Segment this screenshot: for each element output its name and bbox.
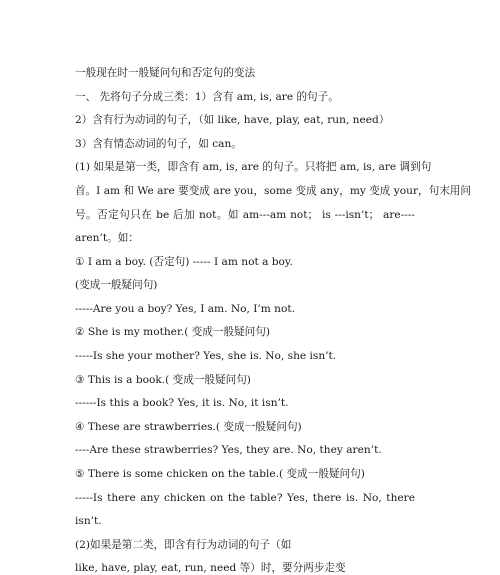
text-line: 一、 先将句子分成三类：1）含有 am, is, are 的句子。 [75,91,339,103]
text-line: like, have, play, eat, run, need 等）时，要分两步走变 [75,562,346,574]
text-line: aren’t。如： [75,232,139,244]
text-line: (2)如果是第二类，即含有行为动词的句子（如 [75,539,292,551]
text-line: 3）含有情态动词的句子，如 can。 [75,138,242,150]
text-line: (变成一般疑问句) [75,279,158,291]
answer-line: ------Is this a book? Yes, it is. No, it isn’t. [75,397,289,409]
text-line: 首。I am 和 We are 要变成 are you，some 变成 any，my 变成 your，句末用问 [75,185,471,197]
example-line: ② She is my mother.( 变成一般疑问句) [75,326,271,338]
text-line: 号。否定句只在 be 后加 not。如 am---am not； is ---isn’t； are---- [75,209,415,221]
text-line: (1) 如果是第一类，即含有 am, is, are 的句子。只将把 am, is, are 调到句 [75,161,432,173]
answer-line: ----Are these strawberries? Yes, they are. No, they aren’t. [75,444,382,456]
text-line: 2）含有行为动词的句子，（如 like, have, play, eat, run, need） [75,114,390,126]
example-line: ① I am a boy. (否定句) ----- I am not a boy. [75,256,293,268]
example-line: ③ This is a book.( 变成一般疑问句) [75,374,251,386]
answer-line: -----Is there any chicken on the table? Yes, there is. No, there [75,492,415,504]
example-line: ⑤ There is some chicken on the table.( 变成一般疑问句) [75,468,365,480]
answer-line: -----Is she your mother? Yes, she is. No, she isn’t. [75,350,337,362]
example-line: ④ These are strawberries.( 变成一般疑问句) [75,421,302,433]
answer-line: -----Are you a boy? Yes, I am. No, I’m not. [75,303,296,315]
text-line: isn’t. [75,515,102,527]
document-title: 一般现在时一般疑问句和否定句的变法 [75,67,256,79]
